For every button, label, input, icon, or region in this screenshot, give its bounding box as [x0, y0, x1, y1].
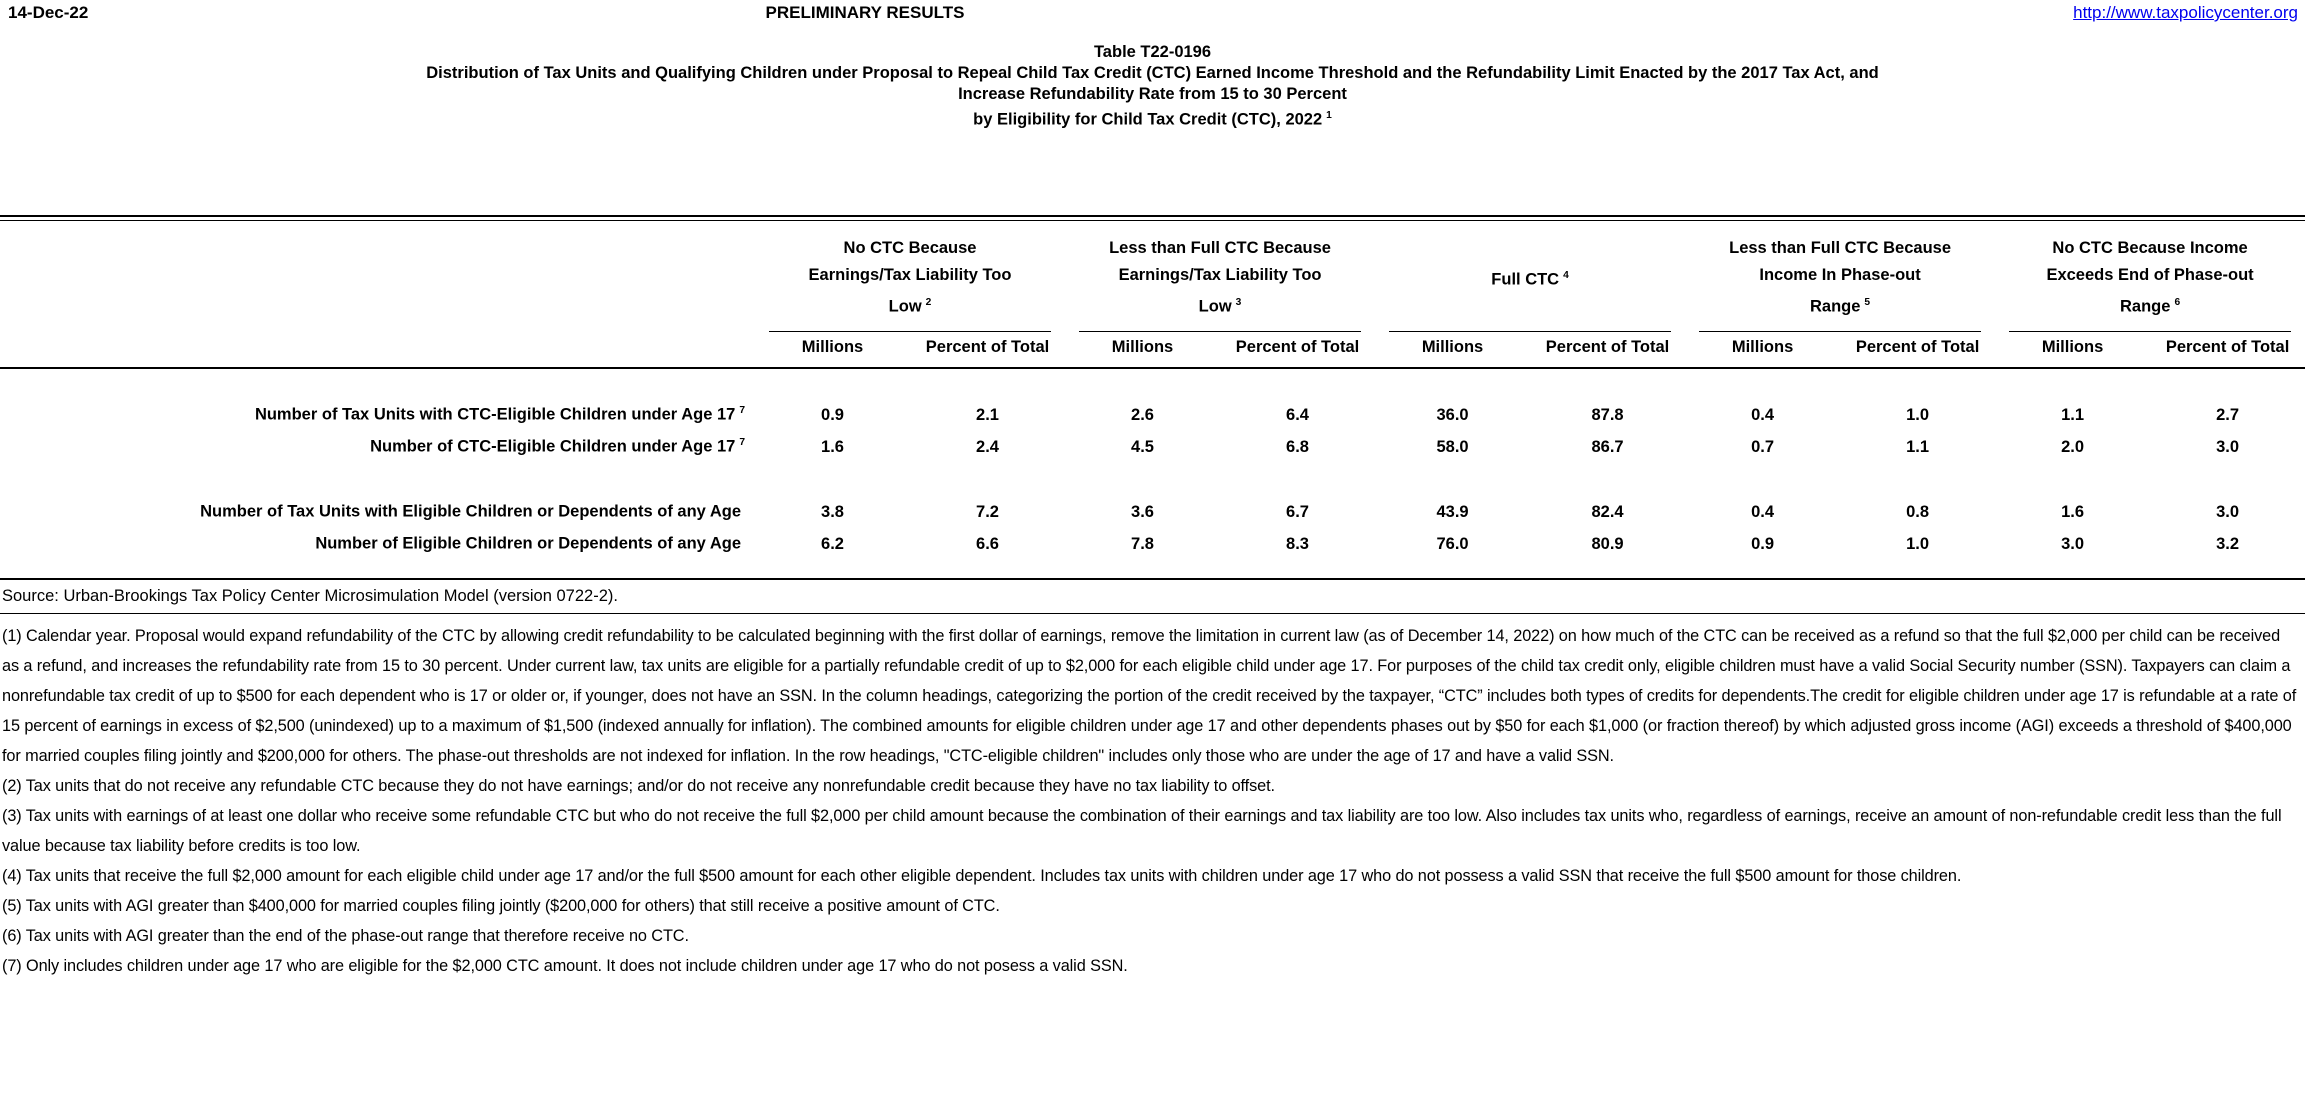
col-header-millions: Millions: [755, 332, 910, 368]
cell-value: 0.9: [821, 405, 844, 424]
cell-value: 0.4: [1751, 405, 1775, 424]
cell-value: 6.4: [1286, 405, 1309, 424]
cell-value: 3.2: [2216, 534, 2240, 553]
taxpolicycenter-link[interactable]: http://www.taxpolicycenter.org: [2073, 3, 2298, 22]
cell-value: 86.7: [1591, 437, 1624, 456]
table-title-line1: Distribution of Tax Units and Qualifying Children under Proposal to Repeal Child Tax Credit (CTC) Earned Income Threshold and the Refundability Limit Enacted by the 2017 Tax Act, and: [426, 64, 1879, 82]
cell-value: 6.8: [1286, 437, 1309, 456]
cell-value: 2.7: [2216, 405, 2240, 424]
cell-value: 2.1: [976, 405, 999, 424]
column-group-no-ctc-income-exceeds: No CTC Because Income Exceeds End of Phase-out Range $^6$: [1995, 221, 2305, 333]
cell-value: 2.6: [1131, 405, 1154, 424]
cell-value: 87.8: [1591, 405, 1624, 424]
col-header-percent-of-total: Percent of Total: [910, 332, 1065, 368]
col-header-millions: Millions: [1375, 332, 1530, 368]
cell-value: 0.9: [1751, 534, 1775, 553]
column-group-header-row: [0, 221, 2305, 333]
cell-value: 8.3: [1286, 534, 1309, 553]
table-title-line3: [0, 105, 2305, 131]
cell-value: 1.6: [2061, 502, 2085, 521]
cell-value: 43.9: [1436, 502, 1469, 521]
column-group-no-ctc-low-earnings: No CTC Because Earnings/Tax Liability Too Low $^2$: [755, 221, 1065, 333]
table-title-block: [0, 42, 2305, 131]
footnote-5: (5) Tax units with AGI greater than $400,000 for married couples filing jointly ($200,000 for others) that still receive a positive amount of CTC.: [2, 897, 1000, 915]
col-header-percent-of-total: Percent of Total: [1840, 332, 1995, 368]
col-header-millions: Millions: [1065, 332, 1220, 368]
cell-value: 3.0: [2216, 437, 2240, 456]
cell-value: 7.2: [976, 502, 999, 521]
cell-value: 6.6: [976, 534, 999, 553]
empty-label-cell: [0, 332, 755, 368]
cell-value: 1.1: [2061, 405, 2085, 424]
cell-value: 6.7: [1286, 502, 1309, 521]
footnote-6: (6) Tax units with AGI greater than the end of the phase-out range that therefore receive no CTC.: [2, 927, 689, 945]
cell-value: 1.0: [1906, 534, 1930, 553]
col-header-percent-of-total: Percent of Total: [2150, 332, 2305, 368]
cell-value: 0.4: [1751, 502, 1775, 521]
cell-value: 58.0: [1436, 437, 1469, 456]
col-header-percent-of-total: Percent of Total: [1530, 332, 1685, 368]
footnote-3: (3) Tax units with earnings of at least one dollar who receive some refundable CTC but who do not receive the full $2,000 per child amount because the combination of their earnings and tax liability are too low. Also includes tax units who, regardless of earnings, receive an amount of non-refundable credit less than the full value because tax liability before credits is too low.: [2, 807, 2282, 855]
cell-value: 80.9: [1591, 534, 1624, 553]
footnote-2: (2) Tax units that do not receive any refundable CTC because they do not have earnings; and/or do not receive any nonrefundable credit because they have no tax liability to offset.: [2, 777, 1275, 795]
cell-value: 3.0: [2061, 534, 2085, 553]
row-label: Number of Tax Units with CTC-Eligible Children under Age 17 $^7$: [254, 405, 745, 424]
table-row: [0, 399, 2305, 431]
footnote-7: (7) Only includes children under age 17 who are eligible for the $2,000 CTC amount. It does not include children under age 17 who do not posess a valid SSN.: [2, 957, 1128, 975]
top-bar: [0, 0, 2305, 26]
column-group-full-ctc: Full CTC $^4$: [1375, 221, 1685, 333]
footnotes-block: [0, 614, 2305, 981]
preliminary-results-label: PRELIMINARY RESULTS: [765, 3, 965, 22]
sub-header-row: [0, 332, 2305, 368]
table-row: [0, 431, 2305, 463]
table-row: [0, 496, 2305, 528]
row-label: Number of Eligible Children or Dependents of any Age: [315, 534, 741, 553]
spacer-row: [0, 463, 2305, 496]
col-header-millions: Millions: [1685, 332, 1840, 368]
table-row: [0, 528, 2305, 560]
table-title-line2: Increase Refundability Rate from 15 to 30 Percent: [958, 85, 1347, 103]
cell-value: 3.8: [821, 502, 844, 521]
row-label: Number of CTC-Eligible Children under Age 17 $^7$: [370, 437, 745, 456]
footnote-4: (4) Tax units that receive the full $2,000 amount for each eligible child under age 17 and/or the full $500 amount for each other eligible dependent. Includes tax units with children under age 17 who do not possess a valid SSN that receive the full $500 amount for those children.: [2, 867, 1962, 885]
distribution-table: [0, 221, 2305, 579]
cell-value: 2.4: [976, 437, 999, 456]
row-label: Number of Tax Units with Eligible Children or Dependents of any Age: [200, 502, 741, 521]
cell-value: 3.0: [2216, 502, 2240, 521]
cell-value: 0.7: [1751, 437, 1775, 456]
col-header-millions: Millions: [1995, 332, 2150, 368]
footnote-1: (1) Calendar year. Proposal would expand refundability of the CTC by allowing credit refundability to be calculated beginning with the first dollar of earnings, remove the limitation in current law (as of December 14, 2022) on how much of the CTC can be received as a refund so that the full $2,000 per child can be received as a refund, and increases the refundability rate from 15 to 30 percent. Under current law, tax units are eligible for a partially refundable credit of up to $2,000 for each eligible child under age 17. For purposes of the child tax credit only, eligible children must have a valid Social Security number (SSN). Taxpayers can claim a nonrefundable tax credit of up to $500 for each dependent who is 17 or older or, if younger, does not have an SSN. In the column headings, categorizing the portion of the credit received by the taxpayer, “CTC” includes both types of credits for dependents.The credit for eligible children under age 17 is refundable at a rate of 15 percent of earnings in excess of $2,500 (unindexed) up to a maximum of $1,500 (indexed annually for inflation). The combined amounts for eligible children under age 17 and other dependents phases out by $50 for each $1,000 (or fraction thereof) by which adjusted gross income (AGI) exceeds a threshold of $400,000 for married couples filing jointly and $200,000 for others. The phase-out thresholds are not indexed for inflation. In the row headings, "CTC-eligible children" includes only those who are under the age of 17 and have a valid SSN.: [2, 627, 2297, 765]
cell-value: 76.0: [1436, 534, 1469, 553]
title-footnote-ref: 1: [1326, 110, 1332, 121]
cell-value: 1.0: [1906, 405, 1930, 424]
cell-value: 6.2: [821, 534, 844, 553]
cell-value: 3.6: [1131, 502, 1154, 521]
col-header-percent-of-total: Percent of Total: [1220, 332, 1375, 368]
cell-value: 82.4: [1591, 502, 1624, 521]
cell-value: 0.8: [1906, 502, 1930, 521]
column-group-less-than-full-ctc-low-earnings: Less than Full CTC Because Earnings/Tax Liability Too Low $^3$: [1065, 221, 1375, 333]
spacer-row: [0, 560, 2305, 578]
cell-value: 2.0: [2061, 437, 2085, 456]
spacer-row: [0, 368, 2305, 399]
cell-value: 36.0: [1436, 405, 1469, 424]
cell-value: 4.5: [1131, 437, 1154, 456]
source-line: Source: Urban-Brookings Tax Policy Center Microsimulation Model (version 0722-2).: [2, 587, 618, 605]
column-group-less-than-full-ctc-phaseout: Less than Full CTC Because Income In Phase-out Range $^5$: [1685, 221, 1995, 333]
report-date: 14-Dec-22: [8, 3, 89, 22]
cell-value: 1.1: [1906, 437, 1930, 456]
cell-value: 7.8: [1131, 534, 1154, 553]
table-title-line3-text: by Eligibility for Child Tax Credit (CTC), 2022: [973, 110, 1323, 129]
table-number: Table T22-0196: [1093, 43, 1212, 61]
empty-corner-cell: [0, 221, 755, 333]
cell-value: 1.6: [821, 437, 844, 456]
